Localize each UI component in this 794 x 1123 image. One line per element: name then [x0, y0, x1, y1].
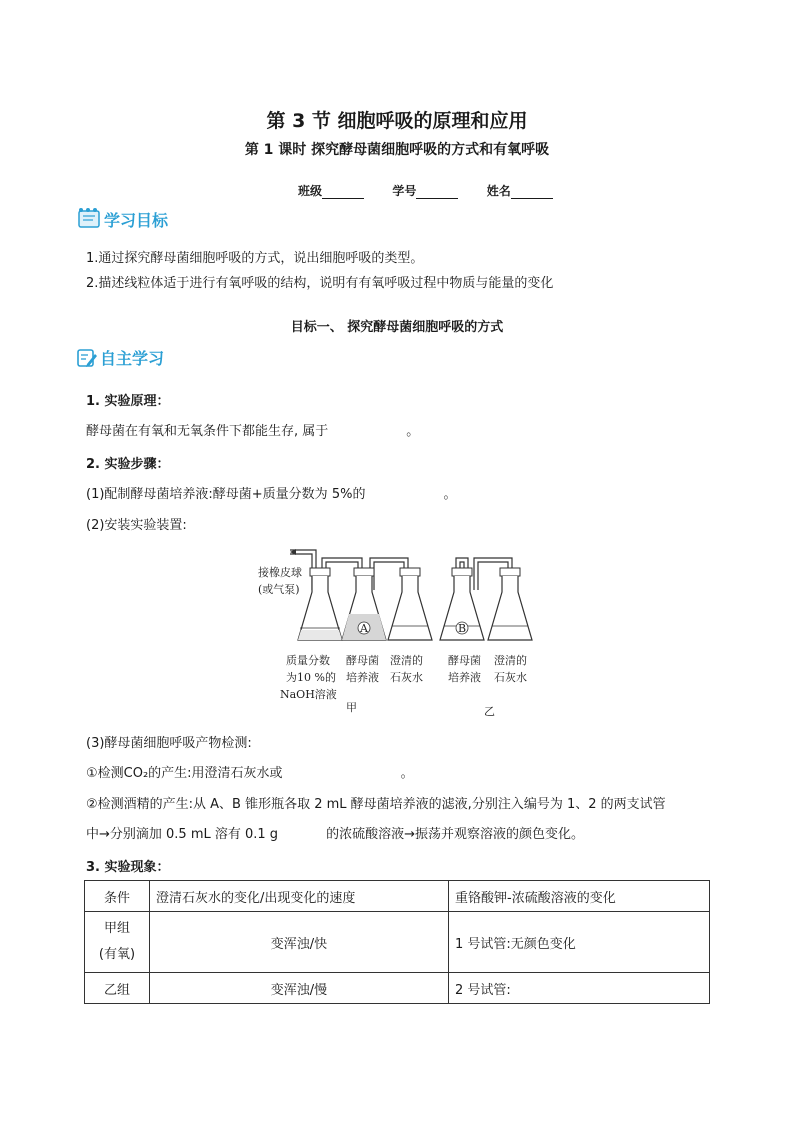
table-cell: 变浑浊/快 [150, 912, 449, 973]
detect-alcohol-line-1: ②检测酒精的产生:从 A、B 锥形瓶各取 2 mL 酵母菌培养液的滤液,分别注入编号为 1、2 的两支试管 [86, 797, 666, 812]
naoh-label: 为10 %的 [286, 671, 336, 684]
detect-alcohol-line-2 [86, 823, 584, 842]
step-1-text: (1)配制酵母菌培养液:酵母菌+质量分数为 5%的 [86, 487, 366, 502]
number-blank[interactable] [416, 184, 458, 199]
name-blank[interactable] [511, 184, 553, 199]
step-2: (2)安装实验装置: [86, 518, 187, 533]
yeast-label: 酵母菌 [346, 654, 379, 667]
self-study-heading-text: 自主学习 [100, 349, 165, 368]
lesson-subtitle: 第 1 课时 探究酵母菌细胞呼吸的方式和有氧呼吸 [244, 142, 550, 158]
goals-heading [76, 206, 168, 232]
lime-label: 澄清的 [390, 654, 423, 667]
flask-b-label: B [457, 622, 467, 635]
student-info [298, 182, 553, 199]
lime-label: 石灰水 [390, 671, 423, 684]
goals-heading-text: 学习目标 [104, 210, 169, 230]
yeast-label: 培养液 [448, 671, 481, 684]
flask-a-label: A [360, 622, 368, 635]
section-heading: 目标一、 探究酵母菌细胞呼吸的方式 [290, 320, 504, 335]
page-title: 第 3 节 细胞呼吸的原理和应用 [266, 110, 528, 132]
principle-heading: 1. 实验原理： [86, 394, 170, 409]
table-cell: 乙组 [85, 973, 150, 1004]
table-row [85, 881, 710, 912]
lime-label: 澄清的 [494, 654, 527, 667]
step-3: (3)酵母菌细胞呼吸产物检测: [86, 736, 252, 751]
pump-label: 接橡皮球 [258, 566, 302, 579]
flask-naoh [298, 568, 342, 640]
naoh-label: 质量分数 [286, 654, 330, 667]
pencil-edit-icon [76, 347, 98, 369]
class-blank[interactable] [322, 184, 364, 199]
group-yi-label: 乙 [484, 705, 495, 718]
goal-item: 2.描述线粒体适于进行有氧呼吸的结构，说明有有氧呼吸过程中物质与能量的变化 [86, 276, 554, 291]
yeast-label: 培养液 [346, 671, 379, 684]
class-label: 班级 [298, 184, 323, 198]
yeast-label: 酵母菌 [448, 654, 481, 667]
lime-label: 石灰水 [494, 671, 527, 684]
flask-lime-yi [488, 568, 532, 640]
cond-label: 甲组 [103, 921, 130, 936]
table-cell [85, 912, 150, 973]
flask-lime-jia [388, 568, 432, 640]
period: 。 [400, 766, 414, 781]
principle-sentence: 酵母菌在有氧和无氧条件下都能生存, 属于 [86, 424, 329, 439]
table-cell: 变浑浊/慢 [150, 973, 449, 1004]
principle-text [86, 420, 419, 439]
self-study-heading [76, 346, 164, 369]
detect-alcohol-text-a: 中→分别滴加 0.5 mL 溶有 0.1 g [86, 827, 279, 842]
group-jia-label: 甲 [346, 701, 357, 714]
table-row [85, 912, 710, 973]
naoh-label: NaOH溶液 [280, 688, 337, 701]
table-header-cell: 澄清石灰水的变化/出现变化的速度 [150, 881, 449, 912]
notebook-icon [76, 206, 104, 232]
cond-label: (有氧) [98, 947, 136, 962]
detect-alcohol-text-b: 的浓硫酸溶液→振荡并观察溶液的颜色变化。 [326, 827, 584, 842]
experiment-apparatus-diagram [250, 540, 540, 720]
step-1 [86, 483, 456, 502]
table-cell: 1 号试管:无颜色变化 [449, 912, 710, 973]
table-header-cell: 重铬酸钾-浓硫酸溶液的变化 [449, 881, 710, 912]
steps-heading: 2. 实验步骤： [86, 457, 170, 472]
table-cell: 2 号试管: [449, 973, 710, 1004]
detect-co2-text: ①检测CO₂的产生:用澄清石灰水或 [86, 766, 283, 781]
period: 。 [406, 424, 420, 439]
pump-label: (或气泵) [258, 583, 300, 596]
period: 。 [443, 487, 457, 502]
number-label: 学号 [392, 184, 417, 198]
table-row [85, 973, 710, 1004]
name-label: 姓名 [486, 184, 511, 198]
table-header-cell: 条件 [85, 881, 150, 912]
phenomena-table [84, 880, 710, 1004]
phenomena-heading: 3. 实验现象： [86, 860, 170, 875]
goal-item: 1.通过探究酵母菌细胞呼吸的方式，说出细胞呼吸的类型。 [86, 251, 424, 266]
detect-co2 [86, 762, 414, 781]
